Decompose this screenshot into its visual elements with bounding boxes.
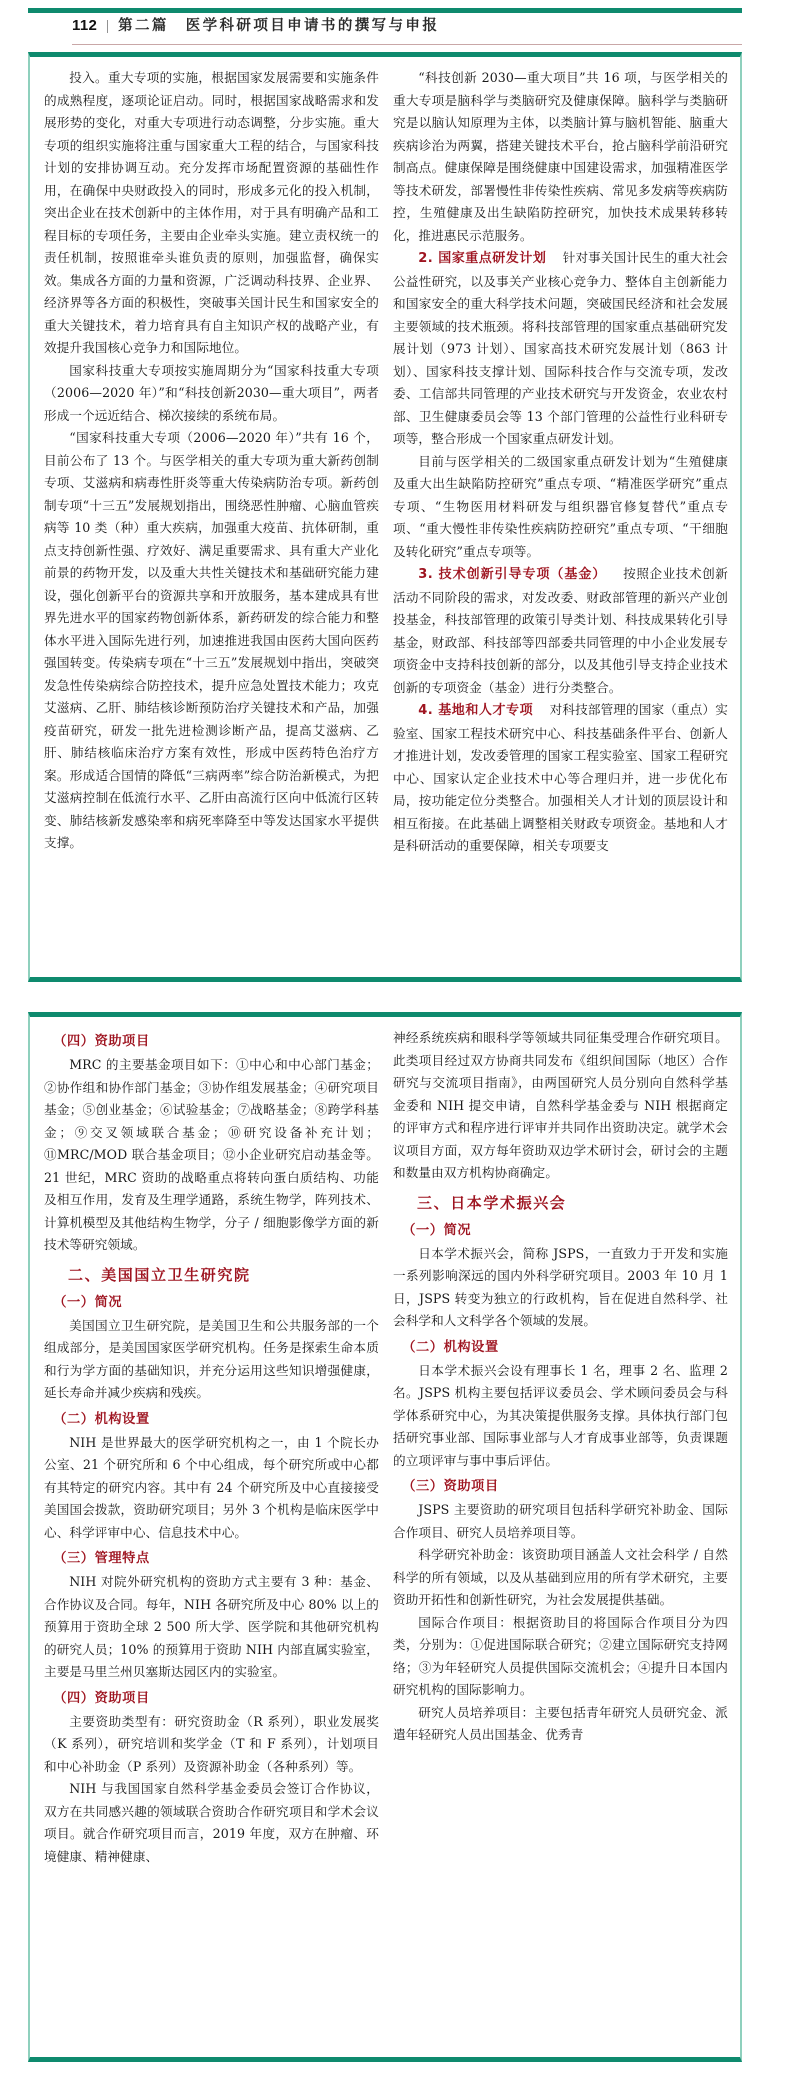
paragraph-continued: 神经系统疾病和眼科学等领域共同征集受理合作研究项目。此类项目经过双方协商共同发布《组织间国际（地区）合作研究与交流项目指南》，由两国研究人员分别向自然科学基金委和 NIH 提交申请，自然科学基金委与 NIH 根据商定的评审方式和程序进行评审并共同作出资助决定。就学术会议项目方面，双方每年资助双边学术研讨会，研讨会的主题和数量由双方机构协商确定。 (393, 1030, 728, 1180)
paragraph: “科技创新 2030—重大项目”共 16 项，与医学相关的重大专项是脑科学与类脑研究及健康保障。脑科学与类脑研究是以脑认知原理为主体，以类脑计算与脑机智能、脑重大疾病诊治为两翼，搭建关键技术平台，抢占脑科学前沿研究制高点。健康保障是围绕健康中国建设需求，加强精准医学等技术研发，部署慢性非传染性疾病、常见多发病等疾病防控，生殖健康及出生缺陷防控研究，加快技术成果转移转化，推进惠民示范服务。 (393, 70, 728, 243)
paragraph: 国际合作项目：根据资助目的将国际合作项目分为四类，分别为：①促进国际联合研究；②建立国际研究支持网络；③为年轻研究人员提供国际交流机会；④提升日本国内研究机构的国际影响力。 (393, 1614, 728, 1697)
numbered-item-heading: 3. 技术创新引导专项（基金） (418, 567, 607, 582)
section-heading-jsps: 三、日本学术振兴会 (417, 1193, 567, 1212)
numbered-item-heading: 4. 基地和人才专项 (418, 703, 534, 718)
paragraph: 科学研究补助金：该资助项目涵盖人文社会科学 / 自然科学的所有领域，以及从基础到应用的所有学术研究，主要资助开拓性和创新性研究，为社会发展提供基础。 (393, 1547, 728, 1607)
paragraph: 主要资助类型有：研究资助金（R 系列），职业发展奖（K 系列），研究培训和奖学金（T 和 F 系列），计划项目和中心补助金（P 系列）及资源补助金（各种系列）等。 (44, 1713, 379, 1774)
numbered-item-text: 按照企业技术创新活动不同阶段的需求，对发改委、财政部管理的新兴产业创投基金，科技部管理的政策引导类计划、科技成果转化引导基金，财政部、科技部等四部委共同管理的中小企业发展专项资金中支持科技创新的部分，以及其他引导支持企业技术创新的专项资金（基金）进行分类整合。 (393, 566, 728, 695)
header-accent-bar (28, 8, 742, 13)
running-title: 第二篇 医学科研项目申请书的撰写与申报 (118, 17, 440, 34)
paragraph: MRC 的主要基金项目如下：①中心和中心部门基金；②协作组和协作部门基金；③协作组发展基金；④研究项目基金；⑤创业基金；⑥试验基金；⑦战略基金；⑧跨学科基金；⑨交叉领域联合基金；⑩研究设备补充计划；⑪MRC/MOD 联合基金项目；⑫小企业研究启动基金等。21 世纪，MRC 资助的战略重点将转向蛋白质结构、功能及相互作用，发育及生理学通路，系统生物学，阵列技术、计算机模型及其他结构生物学，分子 / 细胞影像学方面的新技术等研究领域。 (44, 1057, 379, 1252)
subsection-heading-funding-projects: （四）资助项目 (53, 1034, 150, 1049)
top-right-column (393, 67, 728, 971)
header-rule (72, 44, 742, 45)
paragraph: “国家科技重大专项（2006—2020 年）”共有 16 个，目前公布了 13 个。与医学相关的重大专项为重大新药创制专项、艾滋病和病毒性肝炎等重大传染病防治专项。新药创制专项“十三五”发展规划指出，围绕恶性肿瘤、心脑血管疾病等 10 类（种）重大疾病，加强重大疫苗、抗体研制，重点支持创新性强、疗效好、满足重要需求、具有重大产业化前景的药物开发，以及重大共性关键技术和基础研究能力建设，强化创新平台的资源共享和开放服务，基本建成具有世界先进水平的国家药物创新体系，新药研发的综合能力和整体水平进入国际先进行列，加速推进我国由医药大国向医药强国转变。传染病专项在“十三五”发展规划中指出，突破突发急性传染病综合防控技术，提升应急处置技术能力；攻克艾滋病、乙肝、肺结核诊断预防治疗关键技术和产品，加强疫苗研究，研发一批先进检测诊断产品，提高艾滋病、乙肝、肺结核临床治疗方案有效性，形成中医药特色治疗方案。形成适合国情的降低“三病两率”综合防治新模式，为把艾滋病控制在低流行水平、乙肝由高流行区向中低流行区转变、肺结核新发感染率和病死率降至中等发达国家水平提供支撑。 (44, 430, 379, 850)
content-panel-bottom (28, 1012, 742, 2062)
paragraph: 研究人员培养项目：主要包括青年研究人员研究金、派遣年轻研究人员出国基金、优秀青 (393, 1704, 728, 1742)
subsection-heading-management: （三）管理特点 (53, 1551, 150, 1566)
subsection-heading-funding-projects-nih: （四）资助项目 (53, 1690, 150, 1706)
numbered-item (393, 563, 728, 699)
numbered-item (393, 699, 728, 858)
paragraph: 国家科技重大专项按实施周期分为“国家科技重大专项（2006—2020 年）”和“科技创新2030—重大项目”，两者形成一个远近结合、梯次接续的系统布局。 (44, 362, 379, 423)
bottom-left-column (44, 1027, 379, 2051)
numbered-item-text: 针对事关国计民生的重大社会公益性研究，以及事关产业核心竞争力、整体自主创新能力和国家安全的重大科学技术问题，突破国民经济和社会发展主要领域的技术瓶颈。将科技部管理的国家重点基础研究发展计划（973 计划）、国家高技术研究发展计划（863 计划）、国家科技支撑计划、国际科技合作与交流专项，发改委、工信部共同管理的产业技术研究与开发资金，农业农村部、卫生健康委员会等 13 个部门管理的公益性行业科研专项等，整合形成一个国家重点研发计划。 (393, 250, 728, 446)
running-head (72, 14, 439, 35)
numbered-item-heading: 2. 国家重点研发计划 (418, 251, 547, 266)
subsection-heading-organization: （二）机构设置 (402, 1339, 499, 1355)
paragraph: 美国国立卫生研究院，是美国卫生和公共服务部的一个组成部分，是美国国家医学研究机构。任务是探索生命本质和行为学方面的基础知识，并充分运用这些知识增强健康，延长寿命并减少疾病和残疾。 (44, 1317, 379, 1400)
paragraph: 日本学术振兴会设有理事长 1 名，理事 2 名、监理 2 名。JSPS 机构主要包括评议委员会、学术顾问委员会与科学体系研究中心，为其决策提供服务支撑。具体执行部门包括研究事业部、国际事业部与人才育成事业部等，负责课题的立项评审与事中事后评估。 (393, 1362, 728, 1468)
paragraph: NIH 与我国国家自然科学基金委员会签订合作协议，双方在共同感兴趣的领域联合资助合作研究项目和学术会议项目。就合作研究项目而言，2019 年度，双方在肿瘤、环境健康、精神健康、 (44, 1781, 379, 1864)
paragraph: 目前与医学相关的二级国家重点研发计划为“生殖健康及重大出生缺陷防控研究”重点专项、“精准医学研究”重点专项、“生物医用材料研发与组织器官修复替代”重点专项、“重大慢性非传染性疾病防控研究”重点专项、“干细胞及转化研究”重点专项等。 (393, 453, 728, 559)
subsection-heading-funding-projects: （三）资助项目 (402, 1479, 499, 1494)
bottom-right-column (393, 1027, 728, 2051)
numbered-item (393, 247, 728, 451)
subsection-heading-overview: （一）简况 (53, 1294, 123, 1310)
top-left-column (44, 67, 379, 971)
paragraph: NIH 是世界最大的医学研究机构之一，由 1 个院长办公室、21 个研究所和 6 个中心组成，每个研究所或中心都有其特定的研究内容。其中有 24 个研究所及中心直接接受美国国会拨款，资助研究项目；另外 3 个机构是临床医学中心、科学评审中心、信息技术中心。 (44, 1434, 379, 1540)
section-heading-nih: 二、美国国立卫生研究院 (68, 1265, 251, 1284)
paragraph: NIH 对院外研究机构的资助方式主要有 3 种：基金、合作协议及合同。每年，NIH 各研究所及中心 80% 以上的预算用于资助全球 2 500 所大学、医学院和其他研究机构的研究人员；10% 的预算用于资助 NIH 内部直属实验室，主要是马里兰州贝塞斯达园区内的实验室。 (44, 1574, 379, 1679)
paragraph: JSPS 主要资助的研究项目包括科学研究补助金、国际合作项目、研究人员培养项目等。 (393, 1502, 728, 1540)
subsection-heading-organization: （二）机构设置 (53, 1411, 150, 1427)
paragraph: 投入。重大专项的实施，根据国家发展需要和实施条件的成熟程度，逐项论证启动。同时，根据国家战略需求和发展形势的变化，对重大专项进行动态调整，分步实施。重大专项的组织实施将注重与国家重大工程的结合，与国家科技计划的安排协调互动。充分发挥市场配置资源的基础性作用，在确保中央财政投入的同时，形成多元化的投入机制，突出企业在技术创新中的主体作用，对于具有明确产品和工程目标的专项任务，主要由企业牵头实施。建立责权统一的责任机制，按照谁牵头谁负责的原则，加强监督，确保实效。集成各方面的力量和资源，广泛调动科技界、企业界、经济界等各方面的积极性，突破事关国计民生和国家安全的重大关键技术，着力培育具有自主知识产权的战略产业，有效提升我国核心竞争力和国际地位。 (44, 70, 379, 355)
header-separator: | (106, 18, 110, 34)
page-number: 112 (72, 17, 98, 34)
numbered-item-text: 对科技部管理的国家（重点）实验室、国家工程技术研究中心、科技基础条件平台、创新人才推进计划，发改委管理的国家工程实验室、国家工程研究中心、国家认定企业技术中心等合理归并，进一步优化布局，按功能定位分类整合。加强相关人才计划的顶层设计和相互衔接。在此基础上调整相关财政专项资金。基地和人才是科研活动的重要保障，相关专项要支 (393, 702, 728, 853)
paragraph: 日本学术振兴会，简称 JSPS，一直致力于开发和实施一系列影响深远的国内外科学研究项目。2003 年 10 月 1 日，JSPS 转变为独立的行政机构，旨在促进自然科学、社会科学和人文科学各个领域的发展。 (393, 1245, 728, 1328)
page-header (0, 0, 790, 48)
content-panel-top (28, 52, 742, 982)
subsection-heading-overview: （一）简况 (402, 1222, 472, 1238)
